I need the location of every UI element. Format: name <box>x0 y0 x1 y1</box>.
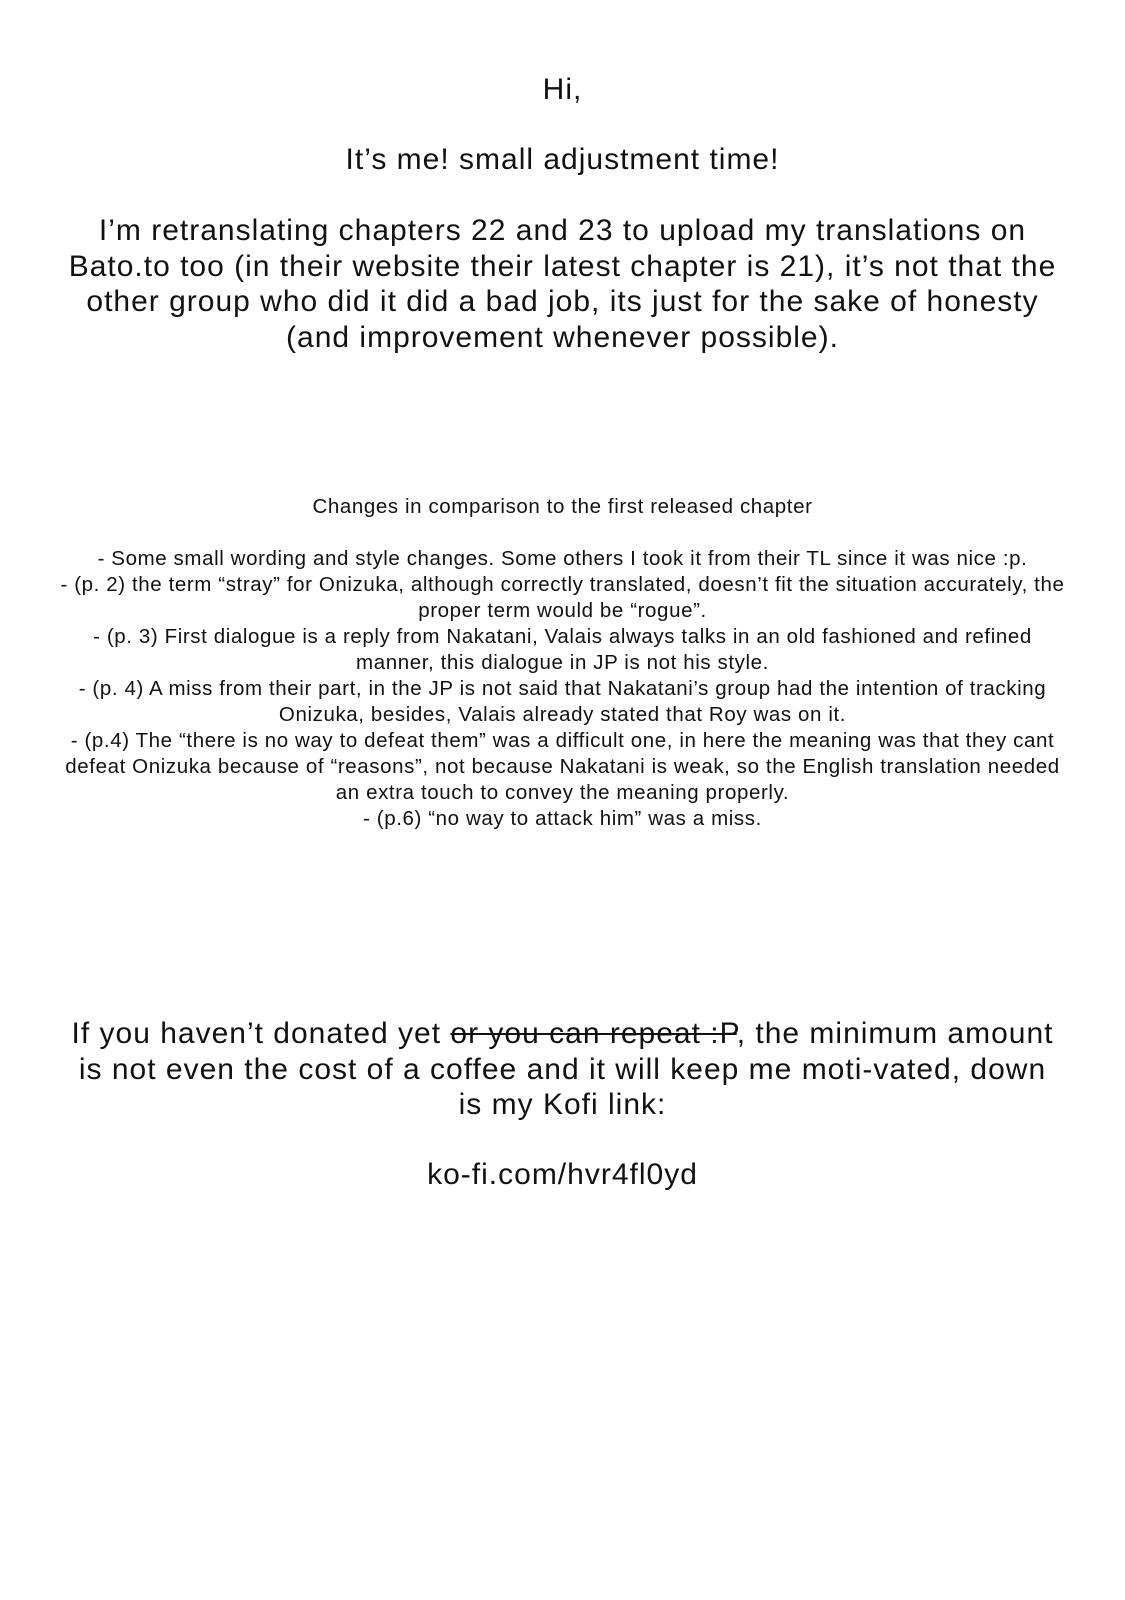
change-item: - (p. 4) A miss from their part, in the JP is not said that Nakatani’s group had the intention of tracking Onizuka, besides, Valais already stated that Roy was on it. <box>78 677 1047 726</box>
retranslation-paragraph: I’m retranslating chapters 22 and 23 to upload my translations on Bato.to too (in their website their latest chapter is 21), it’s not that the other group who did it did a bad job, its just for the sake of honesty (and improvement whenever possible). <box>68 214 1057 354</box>
change-item: - (p. 2) the term “stray” for Onizuka, although correctly translated, doesn’t fit the situation accurately, the proper term would be “rogue”. <box>60 573 1065 622</box>
donation-text-end: , the minimum amount is not even the cost of a coffee and it will keep me moti-vated, down is my Kofi link: <box>78 1017 1054 1121</box>
struck-out-text: or you can repeat :P <box>450 1017 737 1050</box>
changes-list <box>58 546 1067 832</box>
change-item: - (p.4) The “there is no way to defeat them” was a difficult one, in here the meaning was that they cant defeat Onizuka because of “reasons”, not because Nakatani is weak, so the English translation needed an extra touch to convey the meaning properly. <box>65 729 1060 804</box>
kofi-link[interactable]: ko-fi.com/hvr4fl0yd <box>427 1158 698 1191</box>
change-item: - Some small wording and style changes. Some others I took it from their TL since it was nice :p. <box>97 547 1028 570</box>
greeting: Hi, <box>542 73 583 106</box>
change-item: - (p.6) “no way to attack him” was a miss. <box>363 807 762 830</box>
donation-paragraph <box>70 1016 1055 1123</box>
intro-line: It’s me! small adjustment time! <box>345 143 780 176</box>
change-item: - (p. 3) First dialogue is a reply from Nakatani, Valais always talks in an old fashioned and refined manner, this dialogue in JP is not his style. <box>93 625 1032 674</box>
changes-title: Changes in comparison to the first released chapter <box>312 495 813 518</box>
donation-text-start: If you haven’t donated yet <box>71 1017 451 1050</box>
